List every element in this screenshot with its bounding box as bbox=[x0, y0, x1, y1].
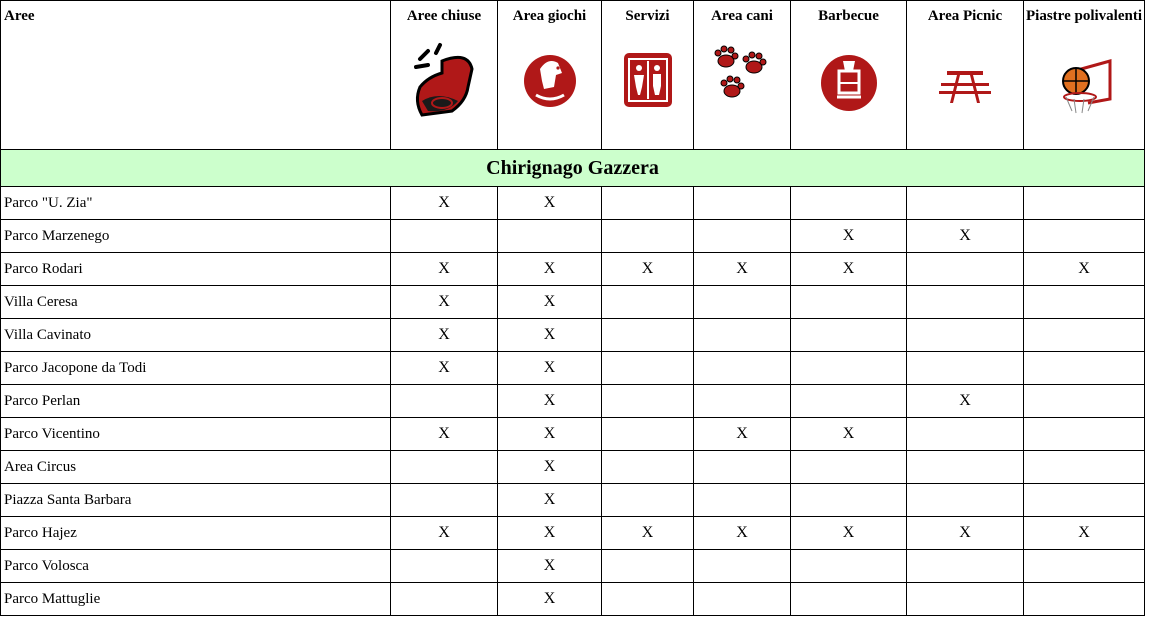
header-label: Barbecue bbox=[818, 8, 879, 24]
feature-cell[interactable] bbox=[694, 385, 791, 418]
table-row bbox=[1, 418, 1145, 451]
feature-cell[interactable] bbox=[907, 583, 1024, 616]
feature-cell[interactable]: X bbox=[498, 418, 602, 451]
feature-cell[interactable] bbox=[602, 352, 694, 385]
feature-cell[interactable] bbox=[694, 451, 791, 484]
park-name-cell[interactable]: Villa Cavinato bbox=[1, 319, 391, 352]
feature-cell[interactable] bbox=[791, 352, 907, 385]
feature-cell[interactable] bbox=[1024, 550, 1145, 583]
feature-cell[interactable] bbox=[791, 319, 907, 352]
feature-cell[interactable] bbox=[907, 352, 1024, 385]
park-name-cell[interactable]: Parco Perlan bbox=[1, 385, 391, 418]
feature-cell[interactable] bbox=[602, 583, 694, 616]
header-aree[interactable] bbox=[1, 1, 391, 150]
park-name-cell[interactable]: Parco Marzenego bbox=[1, 220, 391, 253]
feature-cell[interactable]: X bbox=[391, 418, 498, 451]
feature-cell[interactable] bbox=[602, 220, 694, 253]
feature-cell[interactable] bbox=[791, 286, 907, 319]
feature-cell[interactable] bbox=[694, 583, 791, 616]
park-name-cell[interactable]: Piazza Santa Barbara bbox=[1, 484, 391, 517]
feature-cell[interactable] bbox=[694, 352, 791, 385]
gate-icon bbox=[408, 41, 480, 119]
header-area-giochi[interactable] bbox=[498, 1, 602, 150]
park-name-cell[interactable]: Area Circus bbox=[1, 451, 391, 484]
header-label: Aree bbox=[4, 8, 35, 24]
feature-cell[interactable] bbox=[907, 550, 1024, 583]
feature-cell[interactable] bbox=[391, 220, 498, 253]
feature-cell[interactable]: X bbox=[498, 352, 602, 385]
feature-cell[interactable] bbox=[1024, 187, 1145, 220]
feature-cell[interactable]: X bbox=[391, 319, 498, 352]
park-name-cell[interactable]: Parco Hajez bbox=[1, 517, 391, 550]
park-name-cell[interactable]: Parco Volosca bbox=[1, 550, 391, 583]
feature-cell[interactable] bbox=[602, 319, 694, 352]
feature-cell[interactable] bbox=[791, 187, 907, 220]
table-row bbox=[1, 352, 1145, 385]
feature-cell[interactable]: X bbox=[1024, 253, 1145, 286]
feature-cell[interactable] bbox=[1024, 451, 1145, 484]
feature-cell[interactable] bbox=[391, 451, 498, 484]
feature-cell[interactable]: X bbox=[791, 253, 907, 286]
feature-cell[interactable] bbox=[1024, 418, 1145, 451]
feature-cell[interactable]: X bbox=[391, 286, 498, 319]
table-row bbox=[1, 286, 1145, 319]
feature-cell[interactable] bbox=[391, 385, 498, 418]
header-label: Servizi bbox=[625, 8, 670, 24]
feature-cell[interactable]: X bbox=[791, 418, 907, 451]
feature-cell[interactable] bbox=[907, 319, 1024, 352]
feature-cell[interactable] bbox=[1024, 352, 1145, 385]
feature-cell[interactable]: X bbox=[602, 517, 694, 550]
feature-cell[interactable]: X bbox=[498, 550, 602, 583]
feature-cell[interactable] bbox=[602, 451, 694, 484]
feature-cell[interactable] bbox=[1024, 385, 1145, 418]
feature-cell[interactable] bbox=[791, 484, 907, 517]
rocking-horse-icon bbox=[514, 41, 586, 119]
header-label: Area giochi bbox=[512, 8, 587, 24]
paw-prints-icon bbox=[706, 41, 778, 119]
feature-cell[interactable] bbox=[498, 220, 602, 253]
feature-cell[interactable]: X bbox=[498, 451, 602, 484]
feature-cell[interactable]: X bbox=[498, 484, 602, 517]
feature-cell[interactable] bbox=[602, 418, 694, 451]
feature-cell[interactable] bbox=[694, 187, 791, 220]
table-row bbox=[1, 220, 1145, 253]
feature-cell[interactable]: X bbox=[391, 352, 498, 385]
barbecue-icon bbox=[813, 41, 885, 119]
table-row bbox=[1, 319, 1145, 352]
feature-cell[interactable]: X bbox=[498, 319, 602, 352]
header-row bbox=[1, 1, 1145, 150]
park-name-cell[interactable]: Parco Vicentino bbox=[1, 418, 391, 451]
feature-cell[interactable] bbox=[1024, 583, 1145, 616]
feature-cell[interactable] bbox=[907, 187, 1024, 220]
park-name-cell[interactable]: Villa Ceresa bbox=[1, 286, 391, 319]
feature-cell[interactable]: X bbox=[791, 517, 907, 550]
header-piastre-polivalenti[interactable] bbox=[1024, 1, 1145, 150]
feature-cell[interactable]: X bbox=[498, 187, 602, 220]
table-row bbox=[1, 187, 1145, 220]
park-name-cell[interactable]: Parco Mattuglie bbox=[1, 583, 391, 616]
feature-cell[interactable] bbox=[694, 550, 791, 583]
feature-cell[interactable] bbox=[694, 319, 791, 352]
table-row bbox=[1, 550, 1145, 583]
feature-cell[interactable]: X bbox=[907, 220, 1024, 253]
feature-cell[interactable]: X bbox=[791, 220, 907, 253]
feature-cell[interactable]: X bbox=[1024, 517, 1145, 550]
feature-cell[interactable] bbox=[391, 484, 498, 517]
feature-cell[interactable]: X bbox=[907, 517, 1024, 550]
park-name-cell[interactable]: Parco Rodari bbox=[1, 253, 391, 286]
header-label: Piastre polivalenti bbox=[1026, 8, 1142, 24]
feature-cell[interactable] bbox=[791, 583, 907, 616]
feature-cell[interactable] bbox=[694, 484, 791, 517]
section-title: Chirignago Gazzera bbox=[1, 150, 1145, 187]
basketball-hoop-icon bbox=[1048, 41, 1120, 119]
feature-cell[interactable] bbox=[694, 286, 791, 319]
feature-cell[interactable] bbox=[602, 385, 694, 418]
table-row bbox=[1, 484, 1145, 517]
header-label: Area cani bbox=[711, 8, 773, 24]
section-row bbox=[1, 150, 1145, 187]
feature-cell[interactable]: X bbox=[498, 286, 602, 319]
feature-cell[interactable] bbox=[907, 484, 1024, 517]
feature-cell[interactable]: X bbox=[602, 253, 694, 286]
feature-cell[interactable] bbox=[907, 286, 1024, 319]
feature-cell[interactable] bbox=[1024, 220, 1145, 253]
park-name-cell[interactable]: Parco "U. Zia" bbox=[1, 187, 391, 220]
header-area-cani[interactable] bbox=[694, 1, 791, 150]
table-row bbox=[1, 385, 1145, 418]
table-row bbox=[1, 583, 1145, 616]
feature-cell[interactable] bbox=[391, 550, 498, 583]
feature-cell[interactable]: X bbox=[694, 517, 791, 550]
feature-cell[interactable] bbox=[602, 550, 694, 583]
feature-cell[interactable] bbox=[907, 418, 1024, 451]
picnic-table-icon bbox=[929, 41, 1001, 119]
header-servizi[interactable] bbox=[602, 1, 694, 150]
feature-cell[interactable] bbox=[602, 484, 694, 517]
feature-cell[interactable]: X bbox=[391, 187, 498, 220]
feature-cell[interactable]: X bbox=[694, 418, 791, 451]
feature-cell[interactable] bbox=[1024, 319, 1145, 352]
feature-cell[interactable]: X bbox=[391, 253, 498, 286]
feature-cell[interactable]: X bbox=[907, 385, 1024, 418]
feature-cell[interactable] bbox=[907, 253, 1024, 286]
feature-cell[interactable] bbox=[791, 451, 907, 484]
feature-cell[interactable]: X bbox=[498, 583, 602, 616]
header-barbecue[interactable] bbox=[791, 1, 907, 150]
feature-cell[interactable] bbox=[694, 220, 791, 253]
table-row bbox=[1, 253, 1145, 286]
table-row bbox=[1, 517, 1145, 550]
feature-cell[interactable] bbox=[602, 187, 694, 220]
feature-cell[interactable]: X bbox=[498, 253, 602, 286]
feature-cell[interactable] bbox=[791, 385, 907, 418]
feature-cell[interactable] bbox=[1024, 286, 1145, 319]
feature-cell[interactable]: X bbox=[498, 517, 602, 550]
header-aree-chiuse[interactable] bbox=[391, 1, 498, 150]
feature-cell[interactable]: X bbox=[498, 385, 602, 418]
restroom-icon bbox=[612, 41, 684, 119]
feature-cell[interactable] bbox=[907, 451, 1024, 484]
header-area-picnic[interactable] bbox=[907, 1, 1024, 150]
header-label: Area Picnic bbox=[927, 8, 1003, 24]
table-row bbox=[1, 451, 1145, 484]
feature-cell[interactable]: X bbox=[694, 253, 791, 286]
feature-cell[interactable] bbox=[391, 583, 498, 616]
park-name-cell[interactable]: Parco Jacopone da Todi bbox=[1, 352, 391, 385]
feature-cell[interactable] bbox=[791, 550, 907, 583]
feature-cell[interactable] bbox=[1024, 484, 1145, 517]
feature-cell[interactable] bbox=[602, 286, 694, 319]
header-label: Aree chiuse bbox=[406, 8, 482, 24]
feature-cell[interactable]: X bbox=[391, 517, 498, 550]
